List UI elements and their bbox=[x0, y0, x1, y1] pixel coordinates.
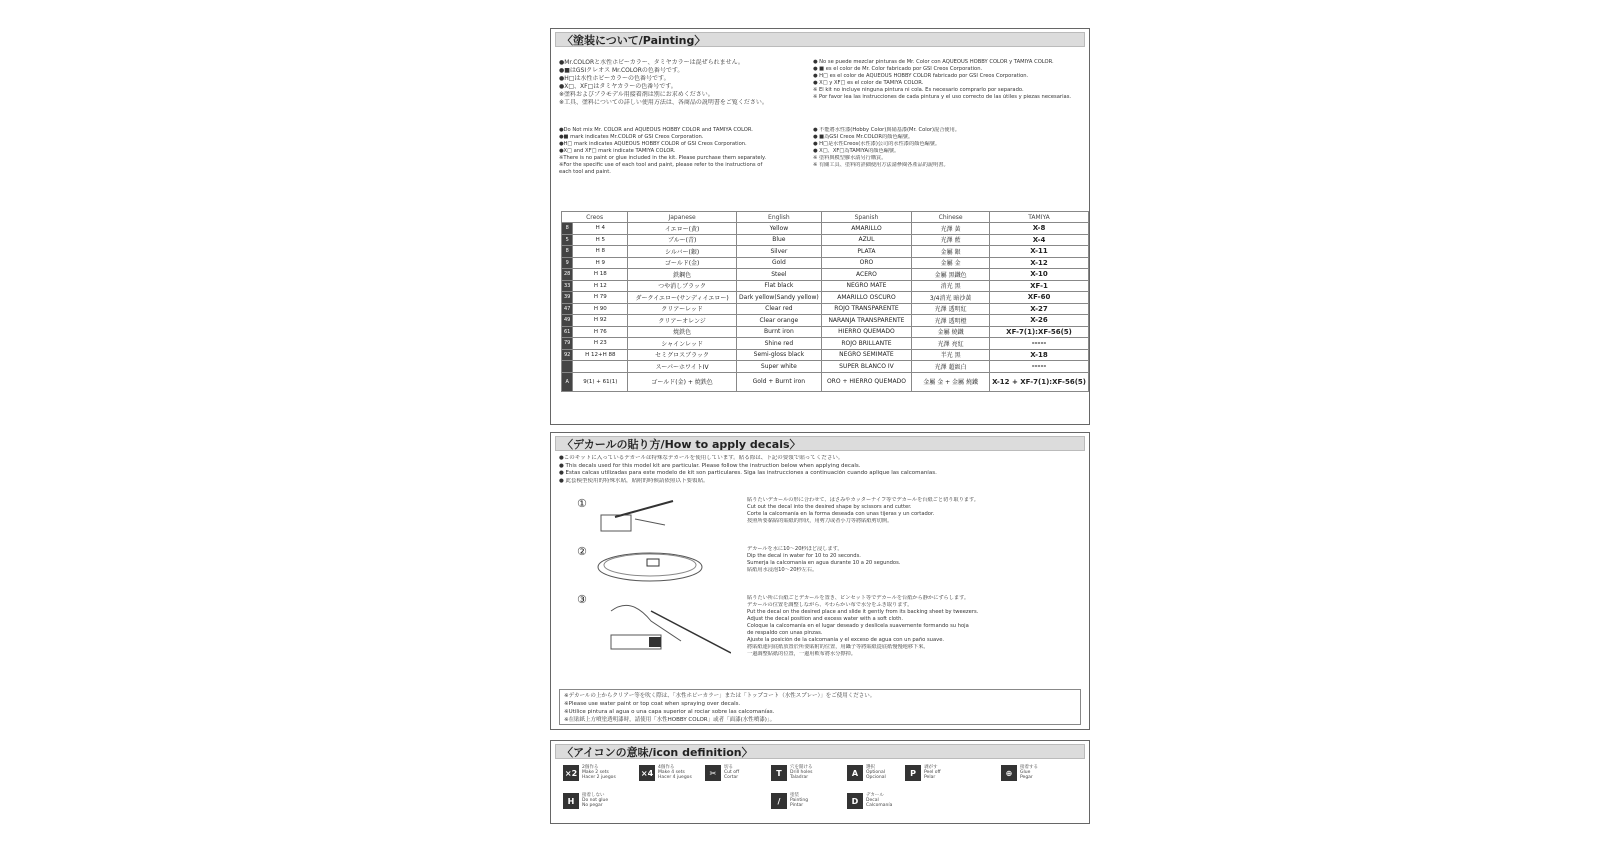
text-line: ※ Por favor lea las instrucciones de cada pintura y el uso correcto de las útiles y piezas necesarias. bbox=[813, 94, 1072, 100]
icon-definition-item bbox=[905, 765, 941, 781]
text-line: ※デカールの上からクリアー等を吹く際は、「水性ホビーカラー」または「トップコート（水性スプレー）」をご使用ください。 bbox=[564, 693, 876, 699]
decals-title: 〈デカールの貼り方/How to apply decals〉 bbox=[555, 436, 1085, 451]
icon-caption-line: Do not glue bbox=[582, 798, 609, 803]
icon-caption bbox=[582, 765, 616, 780]
english-name: Burnt iron bbox=[737, 326, 822, 338]
step-2-illustration bbox=[595, 541, 705, 585]
spanish-name: NEGRO SEMIMATE bbox=[821, 349, 911, 361]
text-line: each tool and paint. bbox=[559, 169, 611, 175]
paint-icon: / bbox=[771, 793, 787, 809]
text-line: Sumerja la calcomanía en agua durante 10 a 20 segundos. bbox=[747, 560, 901, 566]
hobby-code: H 92 bbox=[573, 315, 628, 327]
creos-code: 39 bbox=[562, 292, 573, 304]
hobby-code: H 9 bbox=[573, 257, 628, 269]
english-name: Steel bbox=[737, 269, 822, 281]
text-line: ● H□ es el color de AQUEOUS HOBBY COLOR fabricado por GSI Creos Corporation. bbox=[813, 73, 1029, 79]
english-name: Semi-gloss black bbox=[737, 349, 822, 361]
japanese-name: ブルー(青) bbox=[628, 234, 737, 246]
step-1-illustration bbox=[595, 497, 679, 537]
icon-caption bbox=[1020, 765, 1038, 780]
tamiya-code: X-27 bbox=[990, 303, 1089, 315]
color-row bbox=[562, 234, 1089, 246]
icon-definition-item bbox=[639, 765, 692, 781]
spanish-name: AMARILLO bbox=[821, 223, 911, 235]
spanish-name: NARANJA TRANSPARENTE bbox=[821, 315, 911, 327]
icon-definition-item bbox=[771, 793, 808, 809]
hobby-code: H 23 bbox=[573, 338, 628, 350]
text-line: ●X□ and XF□ mark indicate TAMIYA COLOR. bbox=[559, 148, 676, 154]
text-line: ● X□、XF□為TAMIYA的顏色編號。 bbox=[813, 148, 900, 154]
icon-definition-item bbox=[705, 765, 739, 781]
hobby-code: H 76 bbox=[573, 326, 628, 338]
text-line: de respaldo con unas pinzas. bbox=[747, 630, 823, 636]
icon-caption bbox=[866, 793, 892, 808]
color-row bbox=[562, 246, 1089, 258]
hobby-code: H 12+H 88 bbox=[573, 349, 628, 361]
drill-icon: T bbox=[771, 765, 787, 781]
english-name: Clear red bbox=[737, 303, 822, 315]
icon-caption-line: Drill holes bbox=[790, 770, 813, 775]
icon-caption-line: 2個作る bbox=[582, 765, 599, 770]
creos-code: A bbox=[562, 372, 573, 391]
creos-code: 47 bbox=[562, 303, 573, 315]
english-name: Dark yellow(Sandy yellow) bbox=[737, 292, 822, 304]
japanese-name: ダークイエロー(サンディイエロー) bbox=[628, 292, 737, 304]
tamiya-code: ----- bbox=[990, 361, 1089, 373]
notes-ja bbox=[559, 59, 768, 107]
decals-intro bbox=[559, 455, 937, 485]
icon-definition-item bbox=[847, 765, 886, 781]
text-line: ● ■ es el color de Mr. Color fabricado por GSI Creos Corporation. bbox=[813, 66, 983, 72]
english-name: Super white bbox=[737, 361, 822, 373]
text-line: ※Utilice pintura al agua o una capa superior al rociar sobre las calcomanías. bbox=[564, 709, 775, 715]
tamiya-code: X-26 bbox=[990, 315, 1089, 327]
japanese-name: 焼鉄色 bbox=[628, 326, 737, 338]
make-4-icon: ×4 bbox=[639, 765, 655, 781]
text-line: デカールの位置を調整しながら、やわらかい布で水分をふき取ります。 bbox=[747, 602, 913, 608]
japanese-name: イエロー(黄) bbox=[628, 223, 737, 235]
text-line: ●■ mark indicates Mr.COLOR of GSI Creos Corporation. bbox=[559, 134, 704, 140]
chinese-name: 光澤 藍 bbox=[912, 234, 990, 246]
chinese-name: 光澤 超級白 bbox=[912, 361, 990, 373]
text-line: 貼紙用水浸泡10～20秒左右。 bbox=[747, 567, 818, 573]
spanish-name: AMARILLO OSCURO bbox=[821, 292, 911, 304]
hobby-code bbox=[573, 361, 628, 373]
text-line: ● 不能將水性漆(Hobby Color)與硝基漆(Mr. Color)混合使用。 bbox=[813, 127, 960, 133]
step-1-text bbox=[747, 497, 979, 525]
color-row bbox=[562, 315, 1089, 327]
japanese-name: 鉄鋼色 bbox=[628, 269, 737, 281]
tamiya-code: XF-60 bbox=[990, 292, 1089, 304]
text-line: ●Do Not mix Mr. COLOR and AQUEOUS HOBBY COLOR and TAMIYA COLOR. bbox=[559, 127, 753, 133]
step-3-illustration bbox=[591, 591, 731, 661]
icon-caption-line: デカール bbox=[866, 793, 884, 798]
icon-caption-line: Hacer 2 juegos bbox=[582, 775, 616, 780]
icons-title: 〈アイコンの意味/icon definition〉 bbox=[555, 744, 1085, 759]
japanese-name: クリアーレッド bbox=[628, 303, 737, 315]
icon-caption-line: 接着しない bbox=[582, 793, 605, 798]
hobby-code: H 8 bbox=[573, 246, 628, 258]
creos-code: 9 bbox=[562, 257, 573, 269]
text-line: ※ El kit no incluye ninguna pintura ni cola. Es necesario comprarlo por separado. bbox=[813, 87, 1024, 93]
icon-caption-line: Pegar bbox=[1020, 775, 1033, 780]
chinese-name: 金屬 黑鐵色 bbox=[912, 269, 990, 281]
creos-code: 49 bbox=[562, 315, 573, 327]
english-name: Gold + Burnt iron bbox=[737, 372, 822, 391]
chinese-name: 半光 黑 bbox=[912, 349, 990, 361]
icon-definition-item bbox=[563, 793, 608, 809]
icons-section bbox=[550, 740, 1090, 824]
text-line: ● 此套模型使用的特殊水貼，貼附的時候請依照以下要領貼。 bbox=[559, 477, 709, 484]
chinese-name: 光澤 黃 bbox=[912, 223, 990, 235]
chinese-name: 光澤 透明紅 bbox=[912, 303, 990, 315]
icon-caption-line: 切る bbox=[724, 765, 733, 770]
icon-caption-line: Calcomanía bbox=[866, 803, 893, 808]
icon-caption-line: Pintar bbox=[790, 803, 804, 808]
text-line: Ajuste la posición de la calcomanía y el exceso de agua con un paño suave. bbox=[747, 637, 945, 643]
tamiya-code: X-8 bbox=[990, 223, 1089, 235]
step-3-text bbox=[747, 595, 978, 658]
painting-section bbox=[550, 28, 1090, 425]
icon-caption bbox=[790, 793, 808, 808]
text-line: ※工具、塗料についての詳しい使用方法は、各商品の説明書をご覧ください。 bbox=[559, 99, 768, 106]
text-line: Dip the decal in water for 10 to 20 seconds. bbox=[747, 553, 861, 559]
chinese-name: 消光 黑 bbox=[912, 280, 990, 292]
color-row bbox=[562, 280, 1089, 292]
hobby-code: H 18 bbox=[573, 269, 628, 281]
chinese-name: 光澤 亮紅 bbox=[912, 338, 990, 350]
icon-definition-item bbox=[1001, 765, 1038, 781]
text-line: ※ 有關工具、塗料的詳細使用方法請參閱各產品的說明書。 bbox=[813, 162, 949, 168]
spanish-name: PLATA bbox=[821, 246, 911, 258]
text-line: Put the decal on the desired place and slide it gently from its backing sheet by tweezers. bbox=[747, 609, 979, 615]
icon-caption-line: 選択 bbox=[866, 765, 875, 770]
icon-caption-line: Painting bbox=[790, 798, 809, 803]
text-line: Coloque la calcomanía en el lugar deseado y deslícela suavemente formando su hoja bbox=[747, 623, 969, 629]
color-row bbox=[562, 257, 1089, 269]
color-row bbox=[562, 338, 1089, 350]
icon-caption-line: 穴を開ける bbox=[790, 765, 813, 770]
text-line: ●H□は水性ホビーカラーの色番号です。 bbox=[559, 75, 670, 82]
icon-caption-line: Make 4 sets bbox=[658, 770, 685, 775]
spanish-name: HIERRO QUEMADO bbox=[821, 326, 911, 338]
japanese-name: セミグロスブラック bbox=[628, 349, 737, 361]
icon-caption-line: Peel off bbox=[924, 770, 941, 775]
tamiya-code: X-4 bbox=[990, 234, 1089, 246]
english-name: Yellow bbox=[737, 223, 822, 235]
step-2-text bbox=[747, 546, 900, 574]
japanese-name: シルバー(銀) bbox=[628, 246, 737, 258]
text-line: Corte la calcomanía en la forma deseada con unas tijeras y un cortador. bbox=[747, 511, 935, 517]
text-line: ※在貼紙上方噴塗透明漆時，請使用「水性HOBBY COLOR」或者「面漆(水性噴漆)」。 bbox=[564, 717, 776, 723]
text-line: ※Please use water paint or top coat when spraying over decals. bbox=[564, 701, 741, 707]
color-row bbox=[562, 269, 1089, 281]
text-line: ※There is no paint or glue included in the kit. Please purchase them separately. bbox=[559, 155, 766, 161]
notes-en bbox=[559, 127, 766, 176]
tamiya-code: XF-1 bbox=[990, 280, 1089, 292]
icon-caption bbox=[866, 765, 886, 780]
icon-caption-line: 塗装 bbox=[790, 793, 799, 798]
creos-code: 28 bbox=[562, 269, 573, 281]
icon-caption-line: Cut off bbox=[724, 770, 740, 775]
creos-code: 61 bbox=[562, 326, 573, 338]
icon-caption bbox=[724, 765, 739, 780]
creos-code: 8 bbox=[562, 223, 573, 235]
hobby-code: H 79 bbox=[573, 292, 628, 304]
step-2-number: ② bbox=[577, 545, 587, 558]
tamiya-code: ----- bbox=[990, 338, 1089, 350]
col-creos: Creos bbox=[562, 212, 628, 223]
text-line: ●このキットに入っているデカールは特殊なデカールを使用しています。貼る際は、下記の要領で貼ってください。 bbox=[559, 455, 844, 461]
peel-icon: P bbox=[905, 765, 921, 781]
chinese-name: 金屬 金 + 金屬 燒鐵 bbox=[912, 372, 990, 391]
icon-caption-line: Taladrar bbox=[790, 775, 809, 780]
english-name: Flat black bbox=[737, 280, 822, 292]
decal-icon: D bbox=[847, 793, 863, 809]
icon-caption-line: Glue bbox=[1020, 770, 1031, 775]
color-row bbox=[562, 372, 1089, 391]
spanish-name: ORO bbox=[821, 257, 911, 269]
hobby-code: 9(1) + 61(1) bbox=[573, 372, 628, 391]
creos-code: 8 bbox=[562, 246, 573, 258]
text-line: ● H□是水性Creos(水性漆)公司的水性漆的顏色編號。 bbox=[813, 141, 941, 147]
text-line: ※ 塗料與模型膠水請另行購買。 bbox=[813, 155, 887, 161]
text-line: 將貼紙連同底紙放置於所要貼附的位置，用鑷子等將貼紙從底紙慢慢地移下來。 bbox=[747, 644, 929, 650]
creos-code: 79 bbox=[562, 338, 573, 350]
creos-code: 5 bbox=[562, 234, 573, 246]
text-line: ※For the specific use of each tool and paint, please refer to the instructions of bbox=[559, 162, 763, 168]
cut-icon: ✂ bbox=[705, 765, 721, 781]
color-row bbox=[562, 292, 1089, 304]
icon-caption bbox=[582, 793, 608, 808]
icon-caption-line: Make 2 sets bbox=[582, 770, 609, 775]
creos-code: 33 bbox=[562, 280, 573, 292]
icon-definition-item bbox=[847, 793, 892, 809]
col-chinese: Chinese bbox=[912, 212, 990, 223]
step-3-number: ③ bbox=[577, 593, 587, 606]
creos-code: 92 bbox=[562, 349, 573, 361]
creos-code bbox=[562, 361, 573, 373]
japanese-name: シャインレッド bbox=[628, 338, 737, 350]
text-line: Cut out the decal into the desired shape by scissors and cutter. bbox=[747, 504, 912, 510]
icon-caption-line: Hacer 4 juegos bbox=[658, 775, 692, 780]
chinese-name: 光澤 透明橙 bbox=[912, 315, 990, 327]
english-name: Silver bbox=[737, 246, 822, 258]
icon-definition-item bbox=[563, 765, 616, 781]
english-name: Clear orange bbox=[737, 315, 822, 327]
text-line: ● Estas calcas utilizadas para este modelo de kit son particulares. Siga las instrucciones a continuación cuando aplique las calcomanías. bbox=[559, 470, 937, 476]
color-table bbox=[561, 211, 1089, 392]
text-line: ●■はGSIクレオス Mr.COLORの色番号です。 bbox=[559, 67, 684, 74]
step-1-number: ① bbox=[577, 497, 587, 510]
english-name: Gold bbox=[737, 257, 822, 269]
chinese-name: 金屬 銀 bbox=[912, 246, 990, 258]
painting-title: 〈塗装について/Painting〉 bbox=[555, 32, 1085, 47]
text-line: 貼りたいデカールの形に合わせて、はさみやカッターナイフ等でデカールを台紙ごと切り取ります。 bbox=[747, 497, 979, 503]
notes-zh bbox=[813, 127, 960, 169]
spanish-name: ORO + HIERRO QUEMADO bbox=[821, 372, 911, 391]
text-line: 一邊調整貼紙的位置，一邊用軟布將水分擦掉。 bbox=[747, 651, 856, 657]
icon-caption-line: 剥がす bbox=[924, 765, 938, 770]
text-line: 按照所要黏貼的貼紙的形狀，用剪刀或者小刀等將貼紙剪切開。 bbox=[747, 518, 893, 524]
icon-definition-item bbox=[771, 765, 813, 781]
spanish-name: AZUL bbox=[821, 234, 911, 246]
icon-caption bbox=[790, 765, 813, 780]
icon-caption-line: 接着する bbox=[1020, 765, 1038, 770]
icon-caption-line: Optional bbox=[866, 770, 886, 775]
icon-caption-line: No pegar bbox=[582, 803, 603, 808]
tamiya-code: X-12 bbox=[990, 257, 1089, 269]
hobby-code: H 4 bbox=[573, 223, 628, 235]
spanish-name: ACERO bbox=[821, 269, 911, 281]
color-row bbox=[562, 303, 1089, 315]
col-english: English bbox=[737, 212, 822, 223]
japanese-name: つや消しブラック bbox=[628, 280, 737, 292]
color-row bbox=[562, 361, 1089, 373]
spanish-name: ROJO TRANSPARENTE bbox=[821, 303, 911, 315]
text-line: デカールを水に10～20秒ほど浸します。 bbox=[747, 546, 843, 552]
option-icon: A bbox=[847, 765, 863, 781]
decals-section bbox=[550, 432, 1090, 730]
tamiya-code: X-11 bbox=[990, 246, 1089, 258]
tamiya-code: X-12 + XF-7(1):XF-56(5) bbox=[990, 372, 1089, 391]
col-japanese: Japanese bbox=[628, 212, 737, 223]
text-line: ● No se puede mezclar pinturas de Mr. Color con AQUEOUS HOBBY COLOR y TAMIYA COLOR. bbox=[813, 59, 1054, 65]
tamiya-code: X-18 bbox=[990, 349, 1089, 361]
text-line: ● ■為GSI Creos Mr.COLOR的顏色編號。 bbox=[813, 134, 914, 140]
color-row bbox=[562, 223, 1089, 235]
spanish-name: NEGRO MATE bbox=[821, 280, 911, 292]
notes-es bbox=[813, 59, 1071, 101]
decal-footnote bbox=[564, 692, 875, 724]
icon-caption-line: 4個作る bbox=[658, 765, 675, 770]
spanish-name: SUPER BLANCO IV bbox=[821, 361, 911, 373]
icon-caption-line: Opcional bbox=[866, 775, 886, 780]
text-line: ●H□ mark indicates AQUEOUS HOBBY COLOR of GSI Creos Corporation. bbox=[559, 141, 747, 147]
glue-icon: ⊕ bbox=[1001, 765, 1017, 781]
spanish-name: ROJO BRILLANTE bbox=[821, 338, 911, 350]
hobby-code: H 90 bbox=[573, 303, 628, 315]
icon-caption-line: Pelar bbox=[924, 775, 936, 780]
col-spanish: Spanish bbox=[821, 212, 911, 223]
chinese-name: 3/4消光 暗沙黃 bbox=[912, 292, 990, 304]
hobby-code: H 5 bbox=[573, 234, 628, 246]
icon-caption-line: Cortar bbox=[724, 775, 739, 780]
col-tamiya: TAMIYA bbox=[990, 212, 1089, 223]
icon-caption bbox=[924, 765, 941, 780]
chinese-name: 金屬 金 bbox=[912, 257, 990, 269]
text-line: ※塗料およびプラモデル用接着剤は別にお求めください。 bbox=[559, 91, 714, 98]
color-row bbox=[562, 349, 1089, 361]
tamiya-code: X-10 bbox=[990, 269, 1089, 281]
japanese-name: スーパーホワイトIV bbox=[628, 361, 737, 373]
text-line: ●Mr.COLORと水性ホビーカラー、タミヤカラーは混ぜられません。 bbox=[559, 59, 744, 66]
japanese-name: ゴールド(金) + 焼鉄色 bbox=[628, 372, 737, 391]
make-2-icon: ×2 bbox=[563, 765, 579, 781]
text-line: ●X□、XF□はタミヤカラーの色番号です。 bbox=[559, 83, 677, 90]
icon-caption-line: Decal bbox=[866, 798, 879, 803]
no-glue-icon: H bbox=[563, 793, 579, 809]
text-line: Adjust the decal position and excess water with a soft cloth. bbox=[747, 616, 904, 622]
chinese-name: 金屬 燒鐵 bbox=[912, 326, 990, 338]
text-line: ● This decals used for this model kit are particular. Please follow the instruction below when applying decals. bbox=[559, 462, 861, 469]
decal-footnote-box bbox=[559, 689, 1081, 725]
english-name: Shine red bbox=[737, 338, 822, 350]
tamiya-code: XF-7(1):XF-56(5) bbox=[990, 326, 1089, 338]
icon-caption bbox=[658, 765, 692, 780]
color-row bbox=[562, 326, 1089, 338]
japanese-name: ゴールド(金) bbox=[628, 257, 737, 269]
english-name: Blue bbox=[737, 234, 822, 246]
text-line: 貼りたい所に台紙ごとデカールを置き、ピンセット等でデカールを台紙から静かにずらします。 bbox=[747, 595, 970, 601]
hobby-code: H 12 bbox=[573, 280, 628, 292]
text-line: ● X□ y XF□ es el color de TAMIYA COLOR. bbox=[813, 80, 924, 86]
japanese-name: クリアーオレンジ bbox=[628, 315, 737, 327]
